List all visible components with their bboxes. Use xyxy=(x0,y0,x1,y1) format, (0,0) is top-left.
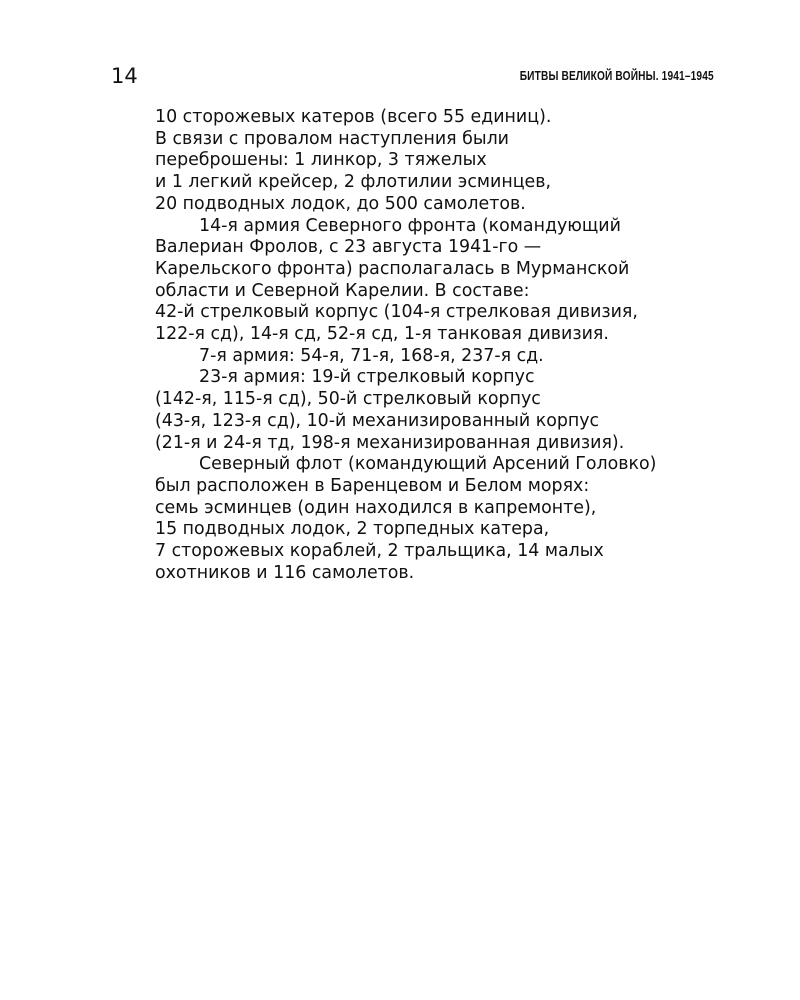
text-line: (142-я, 115-я сд), 50-й стрелковый корпус xyxy=(155,389,541,410)
text-line: 42-й стрелковый корпус (104-я стрелковая дивизия, xyxy=(155,302,638,323)
text-line: 7 сторожевых кораблей, 2 тральщика, 14 малых xyxy=(155,541,604,562)
running-header: БИТВЫ ВЕЛИКОЙ ВОЙНЫ. 1941–1945 xyxy=(519,68,714,83)
text-line: и 1 легкий крейсер, 2 флотилии эсминцев, xyxy=(155,172,552,193)
text-line: области и Северной Карелии. В составе: xyxy=(155,280,530,301)
text-line: охотников и 116 самолетов. xyxy=(155,562,415,583)
paragraph-first-line: 7-я армия: 54-я, 71-я, 168-я, 237-я сд. xyxy=(199,345,544,366)
text-line: 10 сторожевых катеров (всего 55 единиц). xyxy=(155,107,552,127)
text-line: переброшены: 1 линкор, 3 тяжелых xyxy=(155,150,487,171)
text-line: Карельского фронта) располагалась в Мурманской xyxy=(155,258,630,279)
text-line: (43-я, 123-я сд), 10-й механизированный корпус xyxy=(155,410,600,431)
text-line: (21-я и 24-я тд, 198-я механизированная дивизия). xyxy=(155,432,625,453)
text-line: 122-я сд), 14-я сд, 52-я сд, 1-я танковая дивизия. xyxy=(155,324,609,345)
text-line: В связи с провалом наступления были xyxy=(155,128,509,149)
paragraph-first-line: 23-я армия: 19-й стрелковый корпус xyxy=(199,367,535,388)
text-line: 20 подводных лодок, до 500 самолетов. xyxy=(155,193,526,214)
body-text xyxy=(155,107,715,584)
text-line: 15 подводных лодок, 2 торпедных катера, xyxy=(155,519,550,540)
paragraph-first-line: 14-я армия Северного фронта (командующий xyxy=(199,215,621,236)
page-number: 14 xyxy=(111,64,138,88)
paragraph-first-line: Северный флот (командующий Арсений Головко) xyxy=(199,454,657,475)
text-line: был расположен в Баренцевом и Белом морях: xyxy=(155,475,590,496)
text-line: Валериан Фролов, с 23 августа 1941-го — xyxy=(155,237,542,258)
text-line: семь эсминцев (один находился в капремонте), xyxy=(155,497,597,518)
